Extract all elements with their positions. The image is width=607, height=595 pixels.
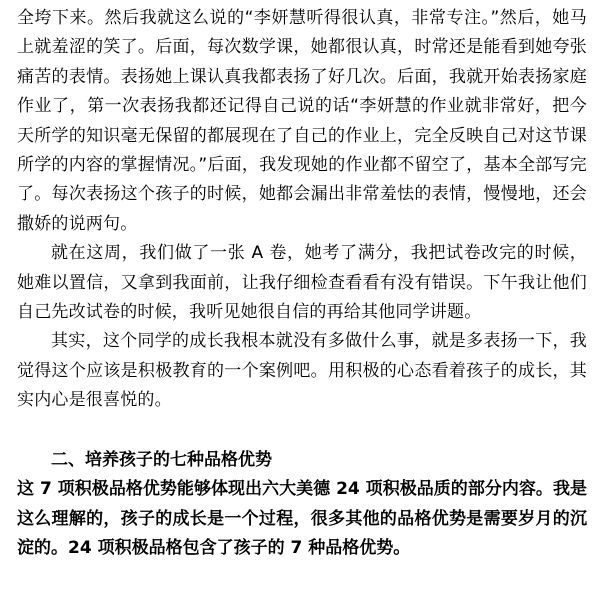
- section-heading: 二、培养孩子的七种品格优势: [51, 449, 272, 470]
- section-spacer: [17, 416, 587, 446]
- paragraph-reflection: 其实，这个同学的成长我根本就没有多做什么事，就是多表扬一下，我觉得这个应该是积极教育的一个案例吧。用积极的心态看着孩子的成长，其实内心是很喜悦的。: [17, 331, 587, 411]
- paragraph-full-score: 就在这周，我们做了一张 A 卷，她考了满分，我把试卷改完的时候，她难以置信，又拿到我面前，让我仔细检查看看有没有错误。下午我让他们自己先改试卷的时候，我听见她很自信的再给其他同学讲题。: [17, 243, 587, 323]
- paragraph-praise-story: 全垮下来。然后我就这么说的“李妍慧听得很认真，非常专注。”然后，她马上就羞涩的笑了。后面，每次数学课，她都很认真，时常还是能看到她夸张痛苦的表情。表扬她上课认真我都表扬了好几次。后面，我就开始表扬家庭作业了，第一次表扬我都还记得自己说的话“李妍慧的作业就非常好，把今天所学的知识毫无保留的都展现在了自己的作业上，完全反映自己对这节课所学的内容的掌握情况。”后面，我发现她的作业都不留空了，基本全部写完了。每次表扬这个孩子的时候，她都会漏出非常羞怯的表情，慢慢地，还会撒娇的说两句。: [17, 8, 587, 234]
- section-body: 这 7 项积极品格优势能够体现出六大美德 24 项积极品质的部分内容。我是这么理解的，孩子的成长是一个过程，很多其他的品格优势是需要岁月的沉淀的。24 项积极品格包含了孩子的 7 种品格优势。: [17, 479, 587, 558]
